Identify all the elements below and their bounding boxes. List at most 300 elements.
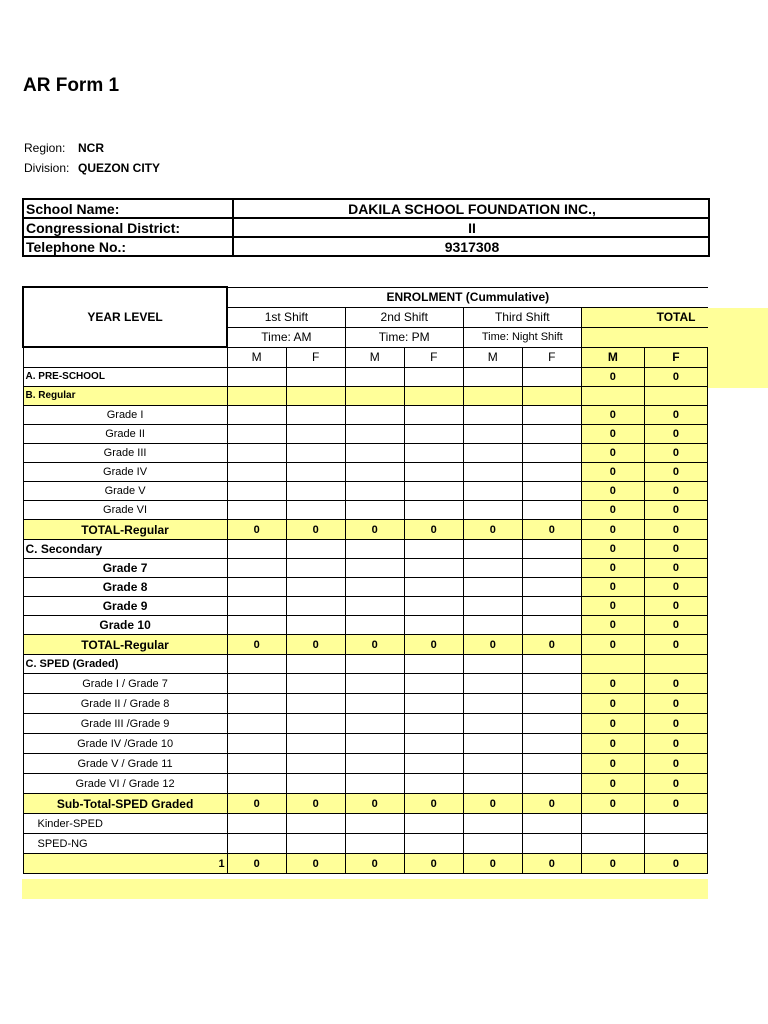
cell: 0: [227, 635, 286, 655]
total-f-cell: 0: [644, 616, 707, 635]
cell: [463, 714, 522, 734]
cell: [286, 540, 345, 559]
cell: [522, 501, 581, 520]
cell: [227, 597, 286, 616]
cell: [522, 463, 581, 482]
table-row-regular: [23, 387, 708, 406]
row-label: Grade I: [23, 406, 227, 425]
cell: [345, 734, 404, 754]
cell: [581, 834, 644, 854]
time2-header: Time: PM: [345, 327, 463, 347]
cell: [522, 406, 581, 425]
row-label: Grade IV /Grade 10: [23, 734, 227, 754]
row-label: C. Secondary: [23, 540, 227, 559]
cell: [227, 694, 286, 714]
cell: [227, 444, 286, 463]
total-f-cell: 0: [644, 463, 707, 482]
cell: [404, 578, 463, 597]
cell: [404, 674, 463, 694]
form-title: AR Form 1: [23, 75, 120, 96]
total-f-cell: 0: [644, 597, 707, 616]
enrolment-header: ENROLMENT (Cummulative): [227, 287, 707, 307]
cell: 0: [345, 794, 404, 814]
total-m-cell: 0: [581, 597, 644, 616]
row-label: Grade II: [23, 425, 227, 444]
table-row-grade-10: [23, 616, 708, 635]
total-f-cell: 0: [644, 674, 707, 694]
cell: [522, 425, 581, 444]
cell: [227, 734, 286, 754]
table-row-preschool: [23, 368, 708, 387]
cell: [581, 814, 644, 834]
cell: [286, 482, 345, 501]
total-f-cell: 0: [644, 368, 707, 387]
cell: [644, 655, 707, 674]
cell: [463, 463, 522, 482]
cell: [463, 482, 522, 501]
cell: [404, 655, 463, 674]
cell: [286, 834, 345, 854]
table-row-grade-9: [23, 597, 708, 616]
cell: [227, 834, 286, 854]
total-m-cell: 0: [581, 714, 644, 734]
cell: 0: [463, 635, 522, 655]
cell: 0: [227, 794, 286, 814]
row-label: Grade IV: [23, 463, 227, 482]
total-blank-header: [581, 327, 707, 347]
telephone-label: Telephone No.:: [23, 237, 233, 256]
cell: [522, 734, 581, 754]
cell: 0: [463, 520, 522, 540]
cell: [227, 482, 286, 501]
shift3-header: Third Shift: [463, 307, 581, 327]
cell: [286, 754, 345, 774]
cell: 0: [404, 520, 463, 540]
cell: [227, 578, 286, 597]
cell: [463, 655, 522, 674]
cell: [522, 814, 581, 834]
cell: 0: [345, 520, 404, 540]
cell: 0: [404, 854, 463, 874]
division-value: QUEZON CITY: [78, 161, 161, 175]
cell: 0: [286, 520, 345, 540]
cell: [404, 559, 463, 578]
cell: [522, 597, 581, 616]
yellow-fill-bottom: [22, 879, 708, 899]
cell: [227, 655, 286, 674]
cell: [463, 444, 522, 463]
table-row-sped-2: [23, 694, 708, 714]
cell: [522, 616, 581, 635]
cell: [404, 540, 463, 559]
total-m-cell: 0: [581, 578, 644, 597]
cell: 0: [463, 854, 522, 874]
cell: [227, 387, 286, 406]
shift1-f-header: F: [286, 347, 345, 368]
table-row-sped-5: [23, 754, 708, 774]
school-name-label: School Name:: [23, 199, 233, 218]
total-header: TOTAL: [581, 307, 707, 327]
cell: [227, 674, 286, 694]
school-info-table: [22, 198, 710, 257]
cell: [286, 714, 345, 734]
division-line: [24, 161, 160, 175]
cell: [463, 694, 522, 714]
total-f-cell: 0: [644, 444, 707, 463]
cell: [404, 774, 463, 794]
cell: [463, 834, 522, 854]
cell: [404, 444, 463, 463]
row-label: Grade II / Grade 8: [23, 694, 227, 714]
table-row-grade-ii: [23, 425, 708, 444]
cell: [286, 734, 345, 754]
total-m-cell: 0: [581, 559, 644, 578]
cell: [581, 387, 644, 406]
cell: 0: [522, 854, 581, 874]
time1-header: Time: AM: [227, 327, 345, 347]
cell: [286, 655, 345, 674]
table-row-grade-iii: [23, 444, 708, 463]
row-label: Grade V: [23, 482, 227, 501]
table-row-sped-1: [23, 674, 708, 694]
cell: [227, 774, 286, 794]
table-row-sped: [23, 655, 708, 674]
cell: 0: [522, 794, 581, 814]
table-row-grade-8: [23, 578, 708, 597]
cell: 0: [286, 635, 345, 655]
cell: [345, 714, 404, 734]
cell: [522, 482, 581, 501]
cell: [345, 540, 404, 559]
row-label: TOTAL-Regular: [23, 520, 227, 540]
cell: [644, 387, 707, 406]
telephone-row: [23, 237, 709, 256]
total-m-cell: 0: [581, 674, 644, 694]
cell: [227, 559, 286, 578]
cell: [345, 368, 404, 387]
row-label: Grade VI: [23, 501, 227, 520]
district-row: [23, 218, 709, 237]
cell: [522, 655, 581, 674]
time3-header: Time: Night Shift: [463, 327, 581, 347]
cell: [227, 754, 286, 774]
cell: [286, 406, 345, 425]
cell: [227, 616, 286, 635]
cell: 0: [227, 854, 286, 874]
row-label: Grade 9: [23, 597, 227, 616]
cell: [345, 482, 404, 501]
cell: [345, 425, 404, 444]
cell: [345, 463, 404, 482]
table-row-grade-vi: [23, 501, 708, 520]
cell: [345, 597, 404, 616]
table-row-sped-3: [23, 714, 708, 734]
cell: [644, 834, 707, 854]
cell: 0: [286, 854, 345, 874]
cell: [463, 578, 522, 597]
cell: [463, 559, 522, 578]
row-label: Grade III: [23, 444, 227, 463]
total-m-cell: 0: [581, 694, 644, 714]
cell: 0: [286, 794, 345, 814]
row-label: Grade I / Grade 7: [23, 674, 227, 694]
cell: [404, 463, 463, 482]
cell: [286, 597, 345, 616]
cell: [345, 559, 404, 578]
cell: [404, 425, 463, 444]
total-m-cell: 0: [581, 616, 644, 635]
total-f-cell: 0: [644, 694, 707, 714]
total-m-cell: 0: [581, 444, 644, 463]
cell: [227, 814, 286, 834]
cell: [463, 501, 522, 520]
cell: [522, 694, 581, 714]
cell: 0: [404, 794, 463, 814]
table-row-grand-total: [23, 854, 708, 874]
cell: [522, 834, 581, 854]
cell: 0: [345, 635, 404, 655]
shift1-m-header: M: [227, 347, 286, 368]
cell: [345, 501, 404, 520]
cell: [404, 387, 463, 406]
cell: [227, 406, 286, 425]
row-label: Grade 7: [23, 559, 227, 578]
row-label: SPED-NG: [23, 834, 227, 854]
cell: [463, 387, 522, 406]
shift2-f-header: F: [404, 347, 463, 368]
cell: [345, 616, 404, 635]
cell: [463, 734, 522, 754]
cell: [345, 444, 404, 463]
total-m-cell: 0: [581, 463, 644, 482]
cell: [404, 734, 463, 754]
cell: [227, 714, 286, 734]
cell: 0: [404, 635, 463, 655]
cell: [345, 774, 404, 794]
cell: [227, 425, 286, 444]
cell: [404, 714, 463, 734]
cell: [286, 368, 345, 387]
shift3-f-header: F: [522, 347, 581, 368]
total-f-cell: 0: [644, 501, 707, 520]
cell: 0: [644, 520, 707, 540]
table-row-grade-7: [23, 559, 708, 578]
table-row-grade-v: [23, 482, 708, 501]
total-m-cell: 0: [581, 368, 644, 387]
cell: [404, 597, 463, 616]
total-m-cell: 0: [581, 406, 644, 425]
shift1-header: 1st Shift: [227, 307, 345, 327]
header-row-mf: [23, 347, 708, 368]
cell: 0: [644, 794, 707, 814]
cell: [345, 834, 404, 854]
shift2-m-header: M: [345, 347, 404, 368]
cell: [345, 814, 404, 834]
cell: [404, 694, 463, 714]
cell: [404, 754, 463, 774]
cell: 0: [522, 635, 581, 655]
cell: [404, 406, 463, 425]
year-level-header: YEAR LEVEL: [23, 287, 227, 347]
total-f-cell: 0: [644, 734, 707, 754]
cell: 0: [227, 520, 286, 540]
table-row-total-regular-sec: [23, 635, 708, 655]
cell: [227, 368, 286, 387]
cell: 0: [345, 854, 404, 874]
cell: [286, 387, 345, 406]
cell: [522, 387, 581, 406]
shift3-m-header: M: [463, 347, 522, 368]
cell: [345, 694, 404, 714]
cell: [644, 814, 707, 834]
total-m-cell: 0: [581, 754, 644, 774]
cell: [286, 559, 345, 578]
cell: [463, 754, 522, 774]
table-row-secondary: [23, 540, 708, 559]
mf-blank-cell: [23, 347, 227, 368]
cell: [227, 501, 286, 520]
school-name-row: [23, 199, 709, 218]
enrolment-table: [22, 286, 708, 874]
region-label: Region:: [24, 141, 66, 155]
cell: [522, 674, 581, 694]
cell: 0: [581, 854, 644, 874]
cell: [345, 754, 404, 774]
cell: 0: [463, 794, 522, 814]
cell: [345, 406, 404, 425]
row-label: Grade VI / Grade 12: [23, 774, 227, 794]
row-label: TOTAL-Regular: [23, 635, 227, 655]
total-f-cell: 0: [644, 406, 707, 425]
row-label: Kinder-SPED: [23, 814, 227, 834]
cell: [345, 387, 404, 406]
cell: [581, 655, 644, 674]
table-row-sped-subtotal: [23, 794, 708, 814]
total-m-cell: 0: [581, 425, 644, 444]
table-row-sped-4: [23, 734, 708, 754]
cell: [286, 814, 345, 834]
cell: [286, 444, 345, 463]
cell: [522, 578, 581, 597]
total-m-cell: 0: [581, 734, 644, 754]
cell: [522, 540, 581, 559]
cell: [286, 674, 345, 694]
cell: [286, 463, 345, 482]
cell: [463, 814, 522, 834]
region-value: NCR: [78, 141, 104, 155]
school-name-value: DAKILA SCHOOL FOUNDATION INC.,: [233, 199, 709, 218]
cell: [404, 814, 463, 834]
table-row-kinder-sped: [23, 814, 708, 834]
district-label: Congressional District:: [23, 218, 233, 237]
total-f-cell: 0: [644, 425, 707, 444]
yellow-fill-right: [708, 308, 768, 388]
cell: [522, 368, 581, 387]
cell: [463, 674, 522, 694]
cell: [286, 578, 345, 597]
cell: [522, 774, 581, 794]
region-line: [24, 141, 104, 155]
total-f-cell: 0: [644, 754, 707, 774]
row-label: Grade 8: [23, 578, 227, 597]
cell: [522, 754, 581, 774]
cell: [345, 578, 404, 597]
row-label: Grade III /Grade 9: [23, 714, 227, 734]
total-f-cell: 0: [644, 482, 707, 501]
cell: [463, 368, 522, 387]
row-label: Grade 10: [23, 616, 227, 635]
cell: 0: [644, 635, 707, 655]
cell: 0: [581, 520, 644, 540]
cell: [345, 655, 404, 674]
total-f-cell: 0: [644, 559, 707, 578]
division-label: Division:: [24, 161, 70, 175]
table-row-grade-i: [23, 406, 708, 425]
cell: [404, 501, 463, 520]
cell: [404, 368, 463, 387]
cell: [286, 425, 345, 444]
cell: [463, 406, 522, 425]
total-f-cell: 0: [644, 714, 707, 734]
total-f-cell: 0: [644, 774, 707, 794]
cell: [286, 694, 345, 714]
cell: [463, 616, 522, 635]
cell: [463, 774, 522, 794]
shift2-header: 2nd Shift: [345, 307, 463, 327]
total-m-cell: 0: [581, 774, 644, 794]
cell: 0: [522, 520, 581, 540]
cell: [463, 540, 522, 559]
cell: [404, 616, 463, 635]
cell: [286, 616, 345, 635]
cell: [227, 463, 286, 482]
row-label: B. Regular: [23, 387, 227, 406]
table-row-sped-6: [23, 774, 708, 794]
total-m-cell: 0: [581, 482, 644, 501]
total-f-header: F: [644, 347, 707, 368]
cell: [522, 444, 581, 463]
table-row-grade-iv: [23, 463, 708, 482]
cell: [286, 774, 345, 794]
row-label: A. PRE-SCHOOL: [23, 368, 227, 387]
cell: 0: [581, 794, 644, 814]
cell: [463, 597, 522, 616]
total-f-cell: 0: [644, 578, 707, 597]
total-m-cell: 0: [581, 501, 644, 520]
grand-total-marker: 1: [23, 854, 227, 874]
total-m-header: M: [581, 347, 644, 368]
cell: 0: [581, 635, 644, 655]
row-label: Grade V / Grade 11: [23, 754, 227, 774]
cell: [522, 559, 581, 578]
cell: [522, 714, 581, 734]
table-row-total-regular-elem: [23, 520, 708, 540]
cell: [227, 540, 286, 559]
total-m-cell: 0: [581, 540, 644, 559]
cell: 0: [644, 854, 707, 874]
district-value: II: [233, 218, 709, 237]
cell: [286, 501, 345, 520]
header-row-enrolment: [23, 287, 708, 307]
cell: [463, 425, 522, 444]
cell: [404, 482, 463, 501]
cell: [345, 674, 404, 694]
total-f-cell: 0: [644, 540, 707, 559]
row-label: C. SPED (Graded): [23, 655, 227, 674]
telephone-value: 9317308: [233, 237, 709, 256]
row-label: Sub-Total-SPED Graded: [23, 794, 227, 814]
cell: [404, 834, 463, 854]
